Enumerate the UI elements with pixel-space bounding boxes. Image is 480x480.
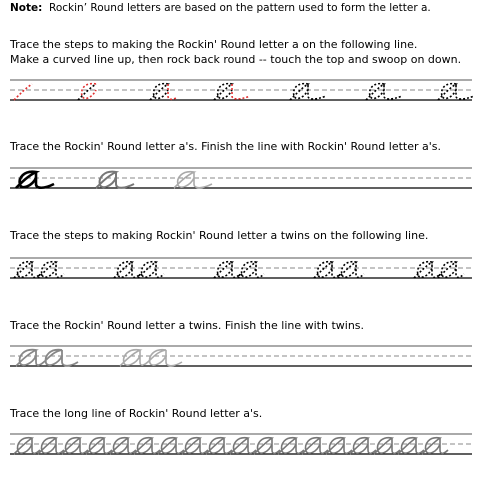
long-line-letter-6: [134, 438, 160, 454]
writing-line-5: [10, 430, 472, 458]
dotted-twins: [10, 254, 472, 282]
instruction-4-line-1: Trace the Rockin' Round letter a twins. Finish the line with twins.: [10, 319, 365, 332]
instruction-5: [10, 406, 262, 421]
step-1-letter: [14, 84, 32, 100]
light-twin-aa: [120, 350, 182, 366]
instruction-2: [10, 139, 441, 154]
dotted-twin-3: [214, 262, 264, 278]
trace-letters-a: [10, 164, 472, 192]
long-line-letter-4: [86, 438, 112, 454]
long-line-letter-2: [38, 438, 64, 454]
trace-twins: [10, 342, 472, 370]
long-line-letters: [10, 430, 472, 458]
long-line-letter-8: [182, 438, 208, 454]
long-line-letter-18: [422, 438, 448, 454]
dotted-twin-2: [114, 262, 164, 278]
long-line-letter-13: [302, 438, 328, 454]
step-4-letter: [214, 84, 250, 100]
step-3-letter: [150, 84, 176, 100]
instruction-5-line-1: Trace the long line of Rockin' Round letter a's.: [10, 407, 263, 420]
writing-line-2: [10, 164, 472, 192]
long-line-letter-14: [326, 438, 352, 454]
long-line-letter-17: [398, 438, 424, 454]
instruction-1: [10, 37, 461, 67]
long-line-letter-3: [62, 438, 88, 454]
note-text: Rockin’ Round letters are based on the pattern used to form the letter a.: [49, 2, 431, 14]
long-line-letter-9: [206, 438, 232, 454]
step-2-letter: [78, 84, 96, 100]
writing-line-3: [10, 254, 472, 282]
instruction-1-line-2: Make a curved line up, then rock back round -- touch the top and swoop on down.: [10, 53, 462, 66]
long-line-letter-11: [254, 438, 280, 454]
dotted-twin-1: [14, 262, 64, 278]
instruction-1-line-1: Trace the steps to making the Rockin' Round letter a on the following line.: [10, 38, 418, 51]
light-letter-a: [174, 172, 212, 188]
long-line-letter-16: [374, 438, 400, 454]
dotted-twin-4: [314, 262, 364, 278]
step-letters: [10, 76, 472, 104]
instruction-3-line-1: Trace the steps to making Rockin' Round letter a twins on the following line.: [10, 229, 429, 242]
long-line-letter-10: [230, 438, 256, 454]
step-6-letter: [366, 84, 402, 100]
instruction-4: [10, 318, 364, 333]
note-line: [10, 2, 431, 14]
writing-line-1: [10, 76, 472, 104]
gray-twin-aa: [16, 350, 78, 366]
long-line-letter-15: [350, 438, 376, 454]
gray-letter-a: [96, 172, 134, 188]
step-5-letter: [290, 84, 326, 100]
long-line-letter-7: [158, 438, 184, 454]
instruction-3: [10, 228, 428, 243]
long-line-letter-1: [14, 438, 40, 454]
step-7-letter: [438, 84, 474, 100]
note-label: Note:: [10, 2, 43, 14]
long-line-letter-12: [278, 438, 304, 454]
dotted-twin-5: [414, 262, 464, 278]
solid-letter-a: [16, 172, 54, 188]
writing-line-4: [10, 342, 472, 370]
instruction-2-line-1: Trace the Rockin' Round letter a's. Finish the line with Rockin' Round letter a's.: [10, 140, 442, 153]
long-line-letter-5: [110, 438, 136, 454]
